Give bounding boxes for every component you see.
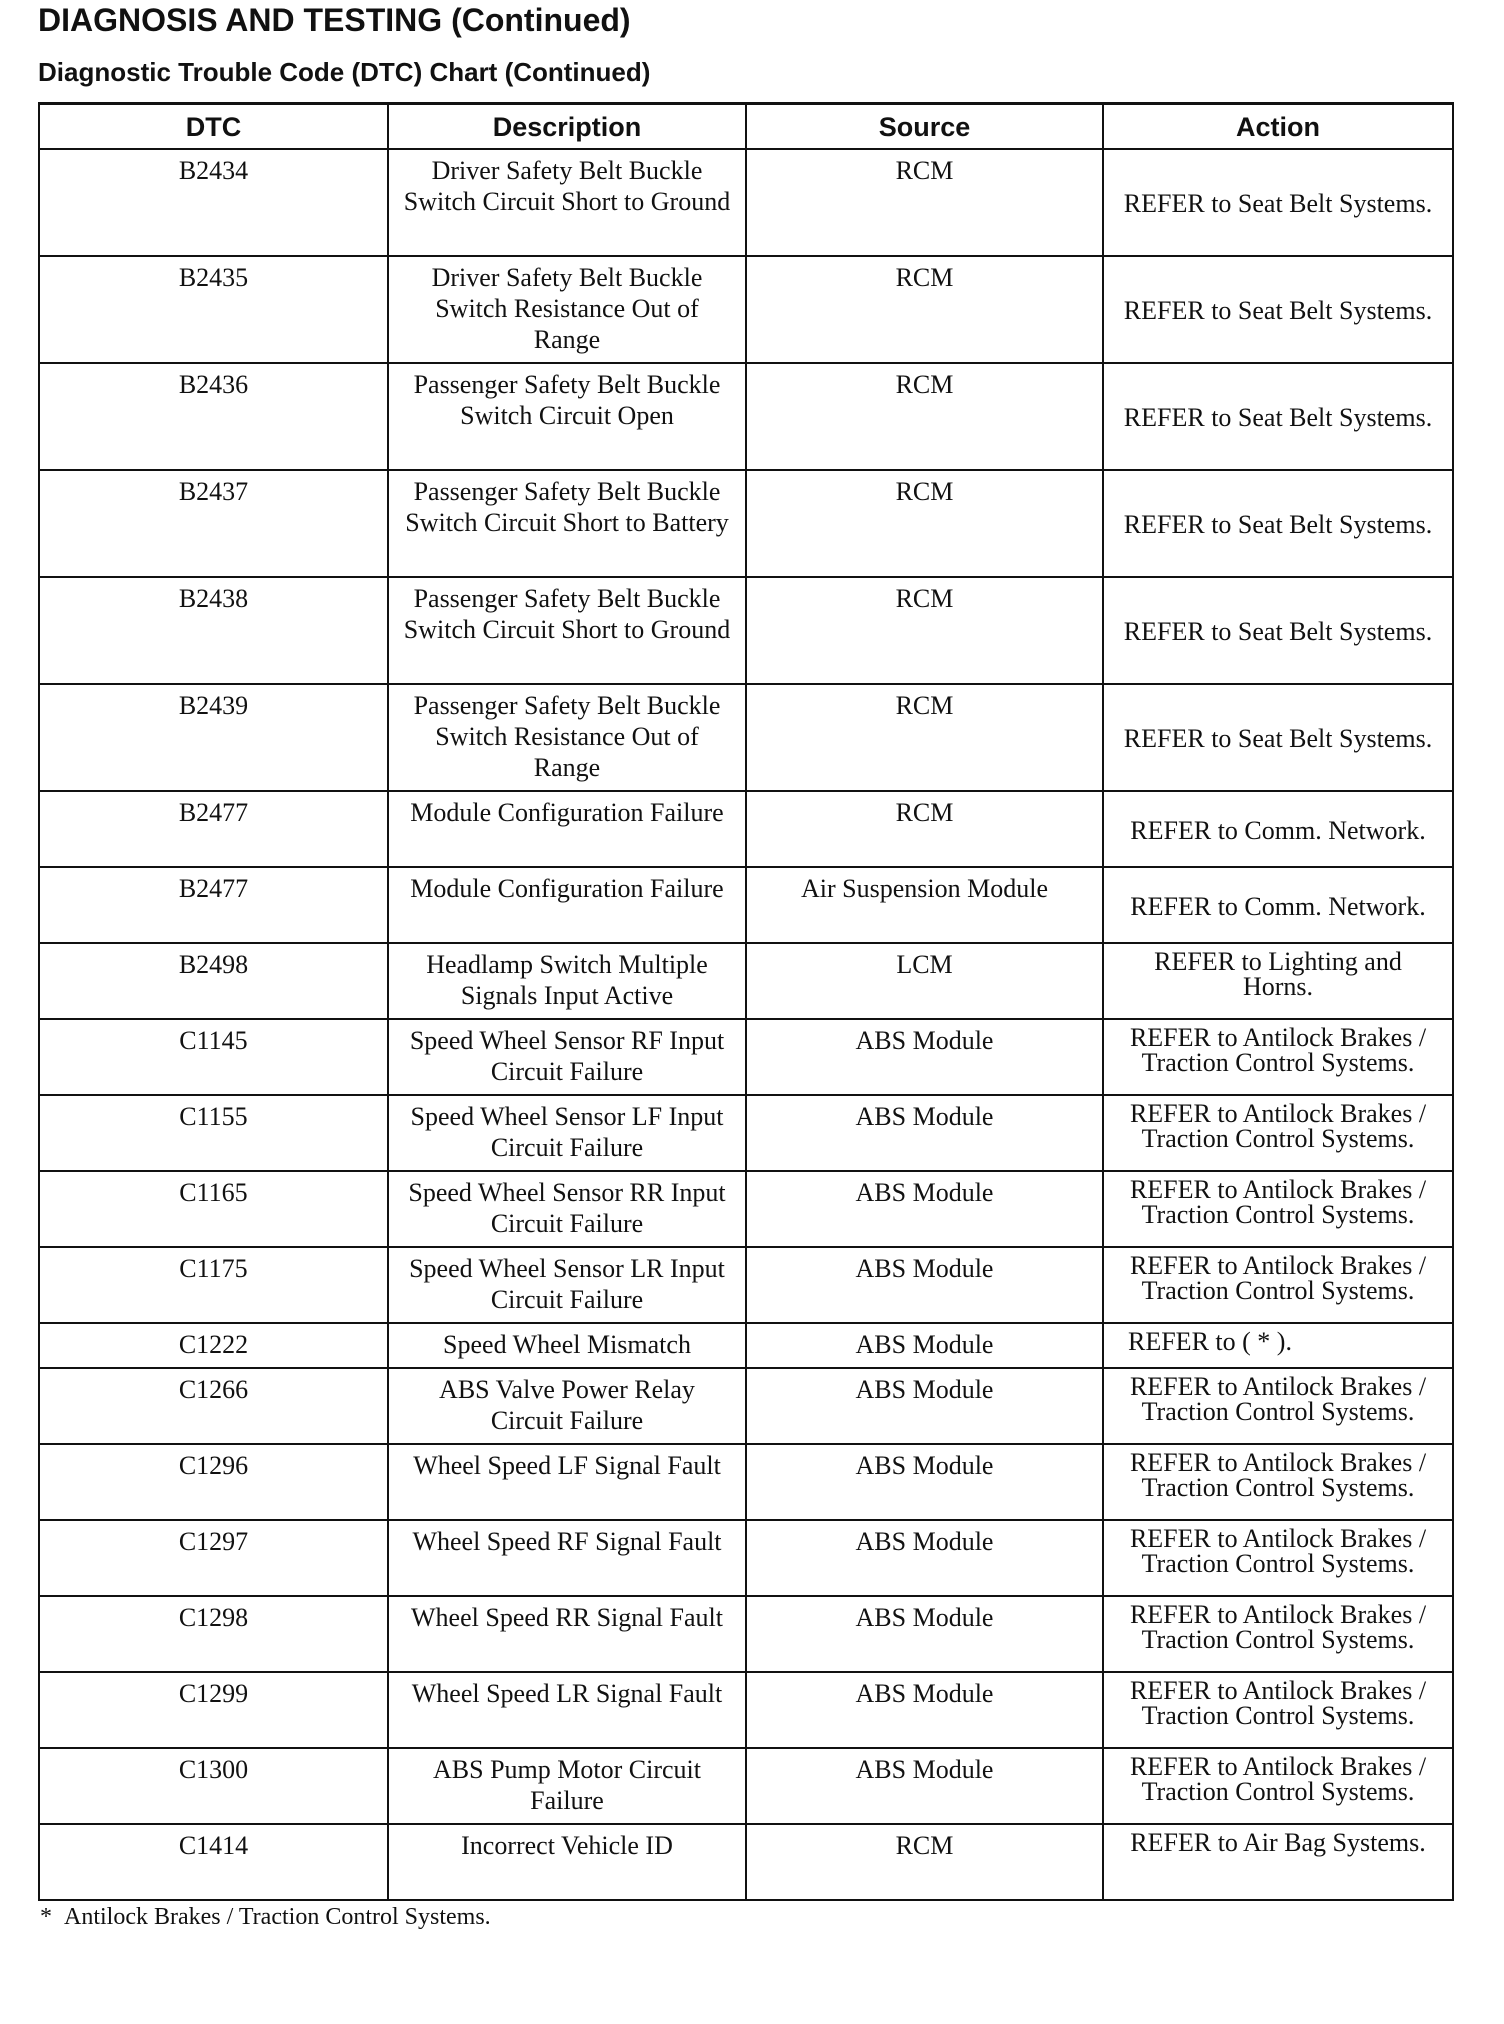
cell-source: ABS Module [746, 1748, 1103, 1824]
cell-source: ABS Module [746, 1171, 1103, 1247]
cell-dtc: C1300 [39, 1748, 388, 1824]
cell-description: Speed Wheel Sensor RF Input Circuit Failure [388, 1019, 746, 1095]
cell-description: Speed Wheel Sensor LR Input Circuit Failure [388, 1247, 746, 1323]
table-row [39, 363, 1453, 470]
cell-description: ABS Pump Motor Circuit Failure [388, 1748, 746, 1824]
cell-action: REFER to Seat Belt Systems. [1103, 470, 1453, 577]
cell-dtc: B2439 [39, 684, 388, 791]
table-row [39, 943, 1453, 1019]
cell-dtc: B2498 [39, 943, 388, 1019]
cell-description: Wheel Speed LR Signal Fault [388, 1672, 746, 1748]
cell-source: ABS Module [746, 1444, 1103, 1520]
table-row [39, 149, 1453, 256]
cell-dtc: B2437 [39, 470, 388, 577]
cell-dtc: B2434 [39, 149, 388, 256]
table-row [39, 1171, 1453, 1247]
cell-description: Driver Safety Belt Buckle Switch Resistance Out of Range [388, 256, 746, 363]
cell-description: ABS Valve Power Relay Circuit Failure [388, 1368, 746, 1444]
cell-action: REFER to Antilock Brakes / Traction Control Systems. [1103, 1095, 1453, 1171]
cell-action: REFER to Seat Belt Systems. [1103, 363, 1453, 470]
cell-source: ABS Module [746, 1323, 1103, 1368]
cell-source: RCM [746, 684, 1103, 791]
cell-action: REFER to Antilock Brakes / Traction Control Systems. [1103, 1019, 1453, 1095]
cell-action: REFER to Air Bag Systems. [1103, 1824, 1453, 1900]
table-row [39, 1323, 1453, 1368]
cell-action: REFER to ( * ). [1103, 1323, 1453, 1368]
page-title: DIAGNOSIS AND TESTING (Continued) [38, 2, 631, 38]
table-row [39, 1596, 1453, 1672]
column-header-dtc: DTC [39, 104, 388, 150]
table-row [39, 470, 1453, 577]
cell-description: Passenger Safety Belt Buckle Switch Circuit Short to Ground [388, 577, 746, 684]
cell-dtc: C1155 [39, 1095, 388, 1171]
cell-description: Speed Wheel Mismatch [388, 1323, 746, 1368]
cell-source: Air Suspension Module [746, 867, 1103, 943]
cell-description: Passenger Safety Belt Buckle Switch Circuit Open [388, 363, 746, 470]
cell-source: RCM [746, 363, 1103, 470]
cell-dtc: C1266 [39, 1368, 388, 1444]
table-row [39, 1824, 1453, 1900]
table-row [39, 256, 1453, 363]
table-row [39, 577, 1453, 684]
cell-dtc: C1165 [39, 1171, 388, 1247]
cell-dtc: C1296 [39, 1444, 388, 1520]
table-row [39, 1748, 1453, 1824]
cell-action: REFER to Seat Belt Systems. [1103, 149, 1453, 256]
cell-description: Speed Wheel Sensor RR Input Circuit Failure [388, 1171, 746, 1247]
column-header-action: Action [1103, 104, 1453, 150]
cell-dtc: B2477 [39, 867, 388, 943]
cell-dtc: B2435 [39, 256, 388, 363]
table-header-row [39, 104, 1453, 150]
cell-action: REFER to Antilock Brakes / Traction Control Systems. [1103, 1247, 1453, 1323]
cell-action: REFER to Antilock Brakes / Traction Control Systems. [1103, 1171, 1453, 1247]
section-title: Diagnostic Trouble Code (DTC) Chart (Continued) [38, 57, 651, 87]
footnote [40, 1902, 491, 1932]
cell-action: REFER to Antilock Brakes / Traction Control Systems. [1103, 1672, 1453, 1748]
table-row [39, 1019, 1453, 1095]
cell-source: LCM [746, 943, 1103, 1019]
cell-description: Passenger Safety Belt Buckle Switch Resistance Out of Range [388, 684, 746, 791]
column-header-source: Source [746, 104, 1103, 150]
cell-description: Incorrect Vehicle ID [388, 1824, 746, 1900]
cell-action: REFER to Seat Belt Systems. [1103, 256, 1453, 363]
table-row [39, 1672, 1453, 1748]
cell-description: Wheel Speed RF Signal Fault [388, 1520, 746, 1596]
cell-source: ABS Module [746, 1247, 1103, 1323]
cell-source: ABS Module [746, 1596, 1103, 1672]
cell-source: RCM [746, 577, 1103, 684]
cell-source: ABS Module [746, 1520, 1103, 1596]
table-row [39, 684, 1453, 791]
cell-dtc: C1298 [39, 1596, 388, 1672]
cell-dtc: B2436 [39, 363, 388, 470]
table-row [39, 1520, 1453, 1596]
cell-description: Module Configuration Failure [388, 867, 746, 943]
cell-dtc: C1414 [39, 1824, 388, 1900]
column-header-description: Description [388, 104, 746, 150]
cell-source: RCM [746, 1824, 1103, 1900]
table-row [39, 867, 1453, 943]
dtc-table [38, 102, 1454, 1901]
cell-dtc: B2477 [39, 791, 388, 867]
cell-action: REFER to Antilock Brakes / Traction Control Systems. [1103, 1368, 1453, 1444]
footnote-text: Antilock Brakes / Traction Control Systems. [64, 1904, 491, 1930]
table-row [39, 791, 1453, 867]
cell-description: Passenger Safety Belt Buckle Switch Circuit Short to Battery [388, 470, 746, 577]
footnote-marker: * [40, 1904, 52, 1930]
cell-description: Module Configuration Failure [388, 791, 746, 867]
cell-action: REFER to Lighting and Horns. [1103, 943, 1453, 1019]
table-row [39, 1368, 1453, 1444]
cell-action: REFER to Seat Belt Systems. [1103, 577, 1453, 684]
cell-source: RCM [746, 256, 1103, 363]
cell-description: Speed Wheel Sensor LF Input Circuit Failure [388, 1095, 746, 1171]
cell-action: REFER to Antilock Brakes / Traction Control Systems. [1103, 1520, 1453, 1596]
table-row [39, 1247, 1453, 1323]
cell-description: Driver Safety Belt Buckle Switch Circuit Short to Ground [388, 149, 746, 256]
cell-dtc: C1297 [39, 1520, 388, 1596]
cell-action: REFER to Comm. Network. [1103, 791, 1453, 867]
cell-source: ABS Module [746, 1019, 1103, 1095]
cell-action: REFER to Comm. Network. [1103, 867, 1453, 943]
cell-action: REFER to Antilock Brakes / Traction Control Systems. [1103, 1444, 1453, 1520]
table-row [39, 1095, 1453, 1171]
cell-description: Wheel Speed LF Signal Fault [388, 1444, 746, 1520]
cell-source: ABS Module [746, 1368, 1103, 1444]
cell-action: REFER to Antilock Brakes / Traction Control Systems. [1103, 1748, 1453, 1824]
cell-source: RCM [746, 791, 1103, 867]
cell-dtc: C1175 [39, 1247, 388, 1323]
cell-description: Headlamp Switch Multiple Signals Input Active [388, 943, 746, 1019]
cell-source: RCM [746, 470, 1103, 577]
cell-action: REFER to Antilock Brakes / Traction Control Systems. [1103, 1596, 1453, 1672]
table-row [39, 1444, 1453, 1520]
cell-source: RCM [746, 149, 1103, 256]
cell-dtc: B2438 [39, 577, 388, 684]
cell-dtc: C1299 [39, 1672, 388, 1748]
cell-dtc: C1222 [39, 1323, 388, 1368]
cell-description: Wheel Speed RR Signal Fault [388, 1596, 746, 1672]
cell-source: ABS Module [746, 1095, 1103, 1171]
cell-source: ABS Module [746, 1672, 1103, 1748]
cell-action: REFER to Seat Belt Systems. [1103, 684, 1453, 791]
cell-dtc: C1145 [39, 1019, 388, 1095]
